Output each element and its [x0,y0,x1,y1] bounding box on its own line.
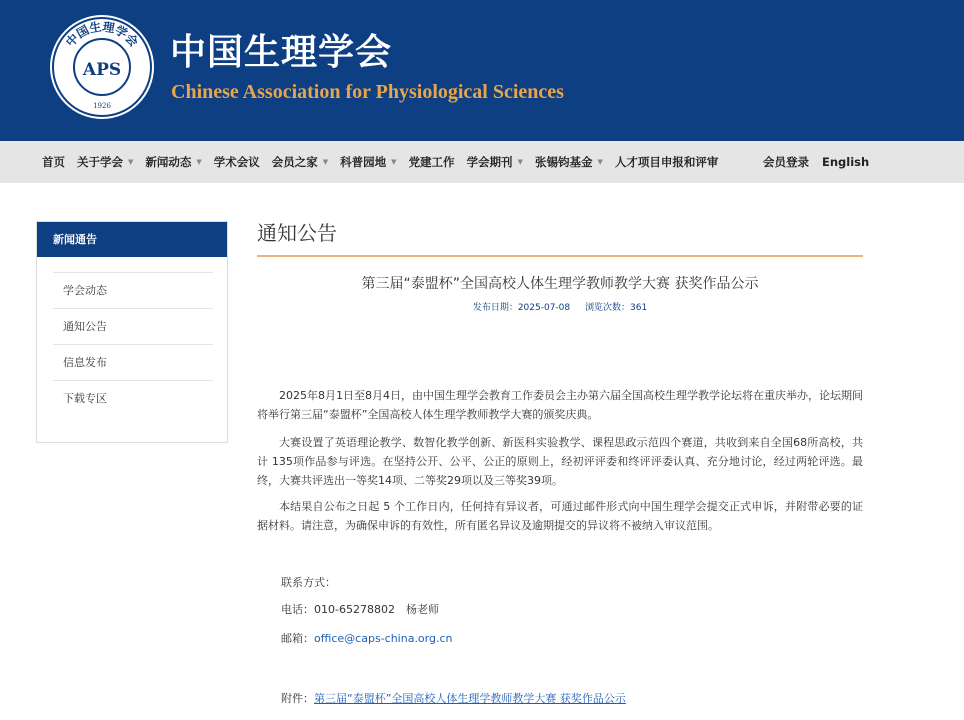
attachment-label: 附件： [281,692,314,705]
nav-right [763,141,882,183]
chevron-down-icon: ▼ [196,158,202,166]
nav-item-party-work[interactable]: 党建工作 [408,155,455,169]
nav-item-conferences[interactable]: 学术会议 [213,155,260,169]
view-count: 浏览次数：361 [585,303,648,313]
nav-item-news[interactable]: 新闻动态 ▼ [145,155,202,169]
email-link[interactable]: office@caps-china.org.cn [314,632,453,645]
nav-item-about[interactable]: 关于学会 ▼ [77,155,134,169]
sidebar-item-downloads[interactable]: 下载专区 [53,380,213,416]
article-paragraph: 2025年8月1日至8月4日，由中国生理学会教育工作委员会主办第六届全国高校生理学教学论坛将在重庆举办，论坛期间将举行第三届“泰盟杯”全国高校人体生理学教师教学大赛的颁奖庆典。 [257,389,863,421]
sidebar-list [53,272,213,416]
site-title-en[interactable]: Chinese Association for Physiological Sciences [171,81,564,103]
contact-email-row [281,631,453,647]
site-header [0,0,964,141]
article-meta [257,301,863,315]
nav-item-science-popularization[interactable]: 科普园地 ▼ [340,155,397,169]
nav-item-home[interactable]: 首页 [42,155,65,169]
chevron-down-icon: ▼ [597,158,603,166]
article-paragraph: 大赛设置了英语理论教学、数智化教学创新、新医科实验教学、课程思政示范四个赛道，共收到来自全国68所高校，共计 135项作品参与评选。在坚持公开、公平、公正的原则上，经初评评委和终评评委认真、充分地讨论，经过两轮评选。最终，大赛共评选出一等奖14项、二等奖29项以及三等奖39项。 [257,436,863,487]
contact-phone: 电话：010-65278802 杨老师 [281,603,439,616]
chevron-down-icon: ▼ [517,158,523,166]
nav-item-journals[interactable]: 学会期刊 ▼ [466,155,523,169]
section-title: 通知公告 [257,221,337,245]
sidebar-item-notices[interactable]: 通知公告 [53,308,213,344]
logo-ring-text: 中国生理学会 [63,19,141,50]
site-title-cn[interactable]: 中国生理学会 [170,31,393,73]
section-divider [257,255,863,257]
contact-label: 联系方式： [281,576,336,589]
nav-item-foundation[interactable]: 张锡钧基金 ▼ [534,155,603,169]
attachment-link[interactable]: 第三届“泰盟杯”全国高校人体生理学教师教学大赛 获奖作品公示 [314,692,626,705]
sidebar [36,221,228,443]
sidebar-item-info-release[interactable]: 信息发布 [53,344,213,380]
member-login-link[interactable]: 会员登录 [763,155,809,169]
logo-monogram: APS [82,60,122,80]
sidebar-heading: 新闻通告 [37,222,227,257]
main-nav [0,141,964,183]
society-logo[interactable] [48,13,156,121]
attachment-row [281,691,626,707]
nav-list [42,141,730,183]
chevron-down-icon: ▼ [128,158,134,166]
email-label: 邮箱： [281,632,314,645]
chevron-down-icon: ▼ [322,158,329,166]
english-link[interactable]: English [822,155,870,169]
article-title: 第三届“泰盟杯”全国高校人体生理学教师教学大赛 获奖作品公示 [361,276,759,292]
nav-item-members[interactable]: 会员之家 ▼ [271,155,329,169]
sidebar-item-society-news[interactable]: 学会动态 [53,272,213,308]
publish-date: 发布日期：2025-07-08 [472,303,571,313]
chevron-down-icon: ▼ [391,158,397,166]
nav-item-talent-projects[interactable]: 人才项目申报和评审 [614,155,719,169]
article-paragraph: 本结果自公布之日起 5 个工作日内，任何持有异议者，可通过邮件形式向中国生理学会提交正式申诉，并附带必要的证据材料。请注意，为确保申诉的有效性，所有匿名异议及逾期提交的异议将不被纳入审议范围。 [257,500,863,532]
logo-year: 1926 [93,102,111,110]
